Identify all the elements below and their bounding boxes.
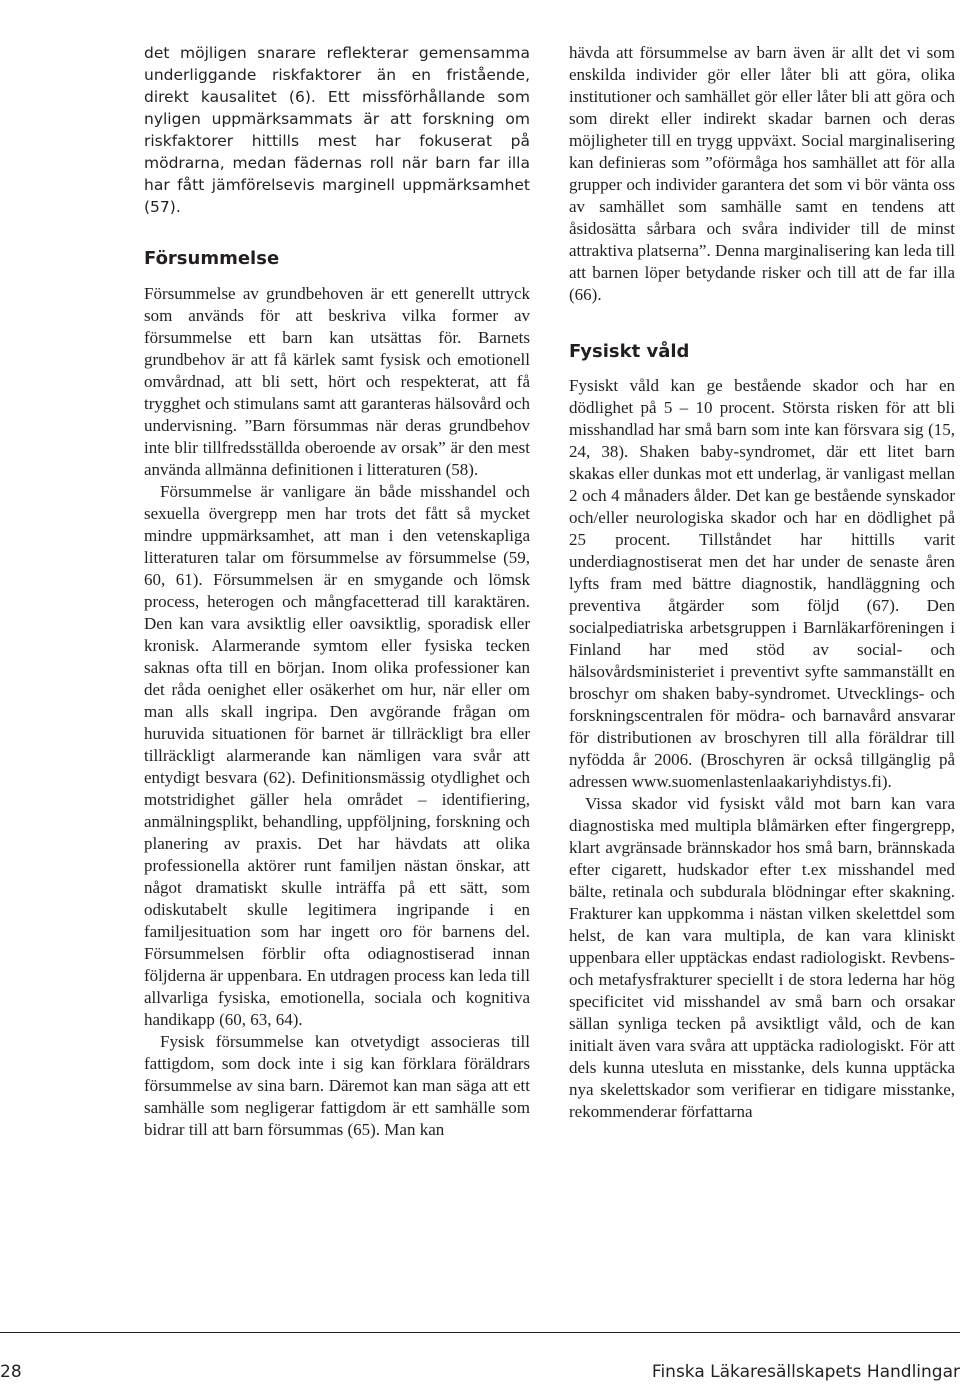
journal-title: Finska Läkaresällskapets Handlingar	[651, 1362, 960, 1382]
footer-divider	[0, 1332, 960, 1333]
body-paragraph: Fysisk försummelse kan otvetydigt associeras till fattigdom, som dock inte i sig kan förklara föräldrars försummelse av sina barn. Däremot kan man säga att ett samhälle som negligerar fattigdom är ett samhälle som bidrar till att barn försummas (65). Man kan	[144, 1032, 530, 1139]
right-column	[569, 42, 955, 1123]
body-paragraph: Vissa skador vid fysiskt våld mot barn kan vara diagnostiska med multipla blåmärken efter fingergrepp, klart avgränsade brännskador hos små barn, brännskada efter cigarett, hudskador efter t.ex misshandel med bälte, retinala och subdurala blödningar efter skakning. Frakturer kan uppkomma i nästan vilken skelettdel som helst, de kan vara multipla, de kan vara kliniskt uppenbara eller upptäckas endast radiologiskt. Revbens- och metafysfrakturer speciellt i de stora lederna har hög specificitet vid misshandel av små barn och orsakar sällan synliga tecken på avsiktligt våld, och de kan initialt även vara svåra att upptäcka radiologiskt. För att dels kunna utesluta en misstanke, dels kunna upptäcka nya skelettskador som verifierar en tidigare misstanke, rekommenderar författarna	[569, 794, 955, 1121]
intro-paragraph: det möjligen snarare reflekterar gemensamma underliggande riskfaktorer än en fristående, direkt kausalitet (6). Ett missförhållande som nyligen uppmärksammats är att forskning om riskfaktorer hittills mest har fokuserat på mödrarna, medan fädernas roll när barn far illa har fått jämförelsevis marginell uppmärksamhet (57).	[144, 44, 530, 216]
page-number: 28	[0, 1362, 22, 1382]
intro-paragraph: hävda att försummelse av barn även är allt det vi som enskilda individer gör eller låter bli att göra, olika institutioner och samhället gör eller låter bli att göra och som direkt eller indirekt skadar barnen och deras möjligheter till en trygg uppväxt. Social marginalisering kan definieras som ”oförmåga hos samhället att för alla grupper och individer garantera det som vi bör vänta oss av samhället som samhälle samt en tendens att åsidosätta sårbara och svåra individer till de minst attraktiva platserna”. Denna marginalisering kan leda till att barnen löper betydande risker och till att de far illa (66).	[569, 43, 955, 304]
body-paragraph: Försummelse är vanligare än både misshandel och sexuella övergrepp men har trots det fått så mycket mindre uppmärksamhet, att man i den vetenskapliga litteraturen talar om försummelse av försummelse (59, 60, 61). Försummelsen är en smygande och lömsk process, heterogen och mångfacetterad till karaktären. Den kan vara avsiktlig eller oavsiktlig, sporadisk eller kronisk. Alarmerande symtom eller fysiska tecken saknas ofta till en början. Inom olika professioner kan det råda oenighet eller osäkerhet om hur, när eller om man alls skall ingripa. Den avgörande frågan om huruvida situationen för barnet är tillräckligt bra eller tillräckligt alarmerande kan nämligen vara svår att entydigt besvara (62). Definitionsmässig otydlighet och motstridighet gäller hela området – identifiering, anmälningsplikt, behandling, uppföljning, forskning och planering av praxis. Det har hävdats att olika professionella aktörer runt familjen nästan önskar, att något dramatiskt skulle inträffa på ett sätt, som odiskutabelt skulle legitimera ingripande i en familjesituation som har ingett oro för barnens del. Försummelsen förblir ofta odiagnostiserad innan följderna är uppenbara. En utdragen process kan leda till allvarliga fysiska, emotionella, sociala och kognitiva handikapp (60, 63, 64).	[144, 482, 530, 1029]
body-paragraph: Fysiskt våld kan ge bestående skador och har en dödlighet på 5 – 10 procent. Största risken för att bli misshandlad har små barn som inte kan försvara sig (15, 24, 38). Shaken baby-syndromet, där ett litet barn skakas eller dunkas mot ett underlag, är vanligast mellan 2 och 4 månaders ålder. Det kan ge bestående synskador och/eller neurologiska skador och har en dödlighet på 25 procent. Tillståndet har hittills varit underdiagnostiserat men det har under de senaste åren lyfts fram med bättre diagnostik, handläggning och preventiva åtgärder som följd (67). Den socialpediatriska arbetsgruppen i Barnläkarföreningen i Finland har med stöd av social- och hälsovårdsministeriet i preventivt syfte sammanställt en broschyr om shaken baby-syndromet. Utvecklings- och forskningscentralen för mödra- och barnavård ansvarar för distributionen av broschyren till alla föräldrar till nyfödda år 2006. (Broschyren är också tillgänglig på adressen www.suomenlastenlaakariyhdistys.fi).	[569, 376, 955, 791]
body-paragraph: Försummelse av grundbehoven är ett generellt uttryck som används för att beskriva vilka former av försummelse ett barn kan utsättas för. Barnets grundbehov är att få kärlek samt fysisk och emotionell omvårdnad, att bli sett, hört och respekterat, att få trygghet och stimulans samt att garanteras hälsovård och undervisning. ”Barn försummas när deras grundbehov inte blir tillfredsställda oberoende av orsak” är den mest använda allmänna definitionen i litteraturen (58).	[144, 284, 530, 479]
section-heading-forsummelse: Försummelse	[144, 248, 280, 269]
section-heading-fysiskt-vald: Fysiskt våld	[569, 341, 690, 362]
left-column	[144, 42, 530, 1141]
